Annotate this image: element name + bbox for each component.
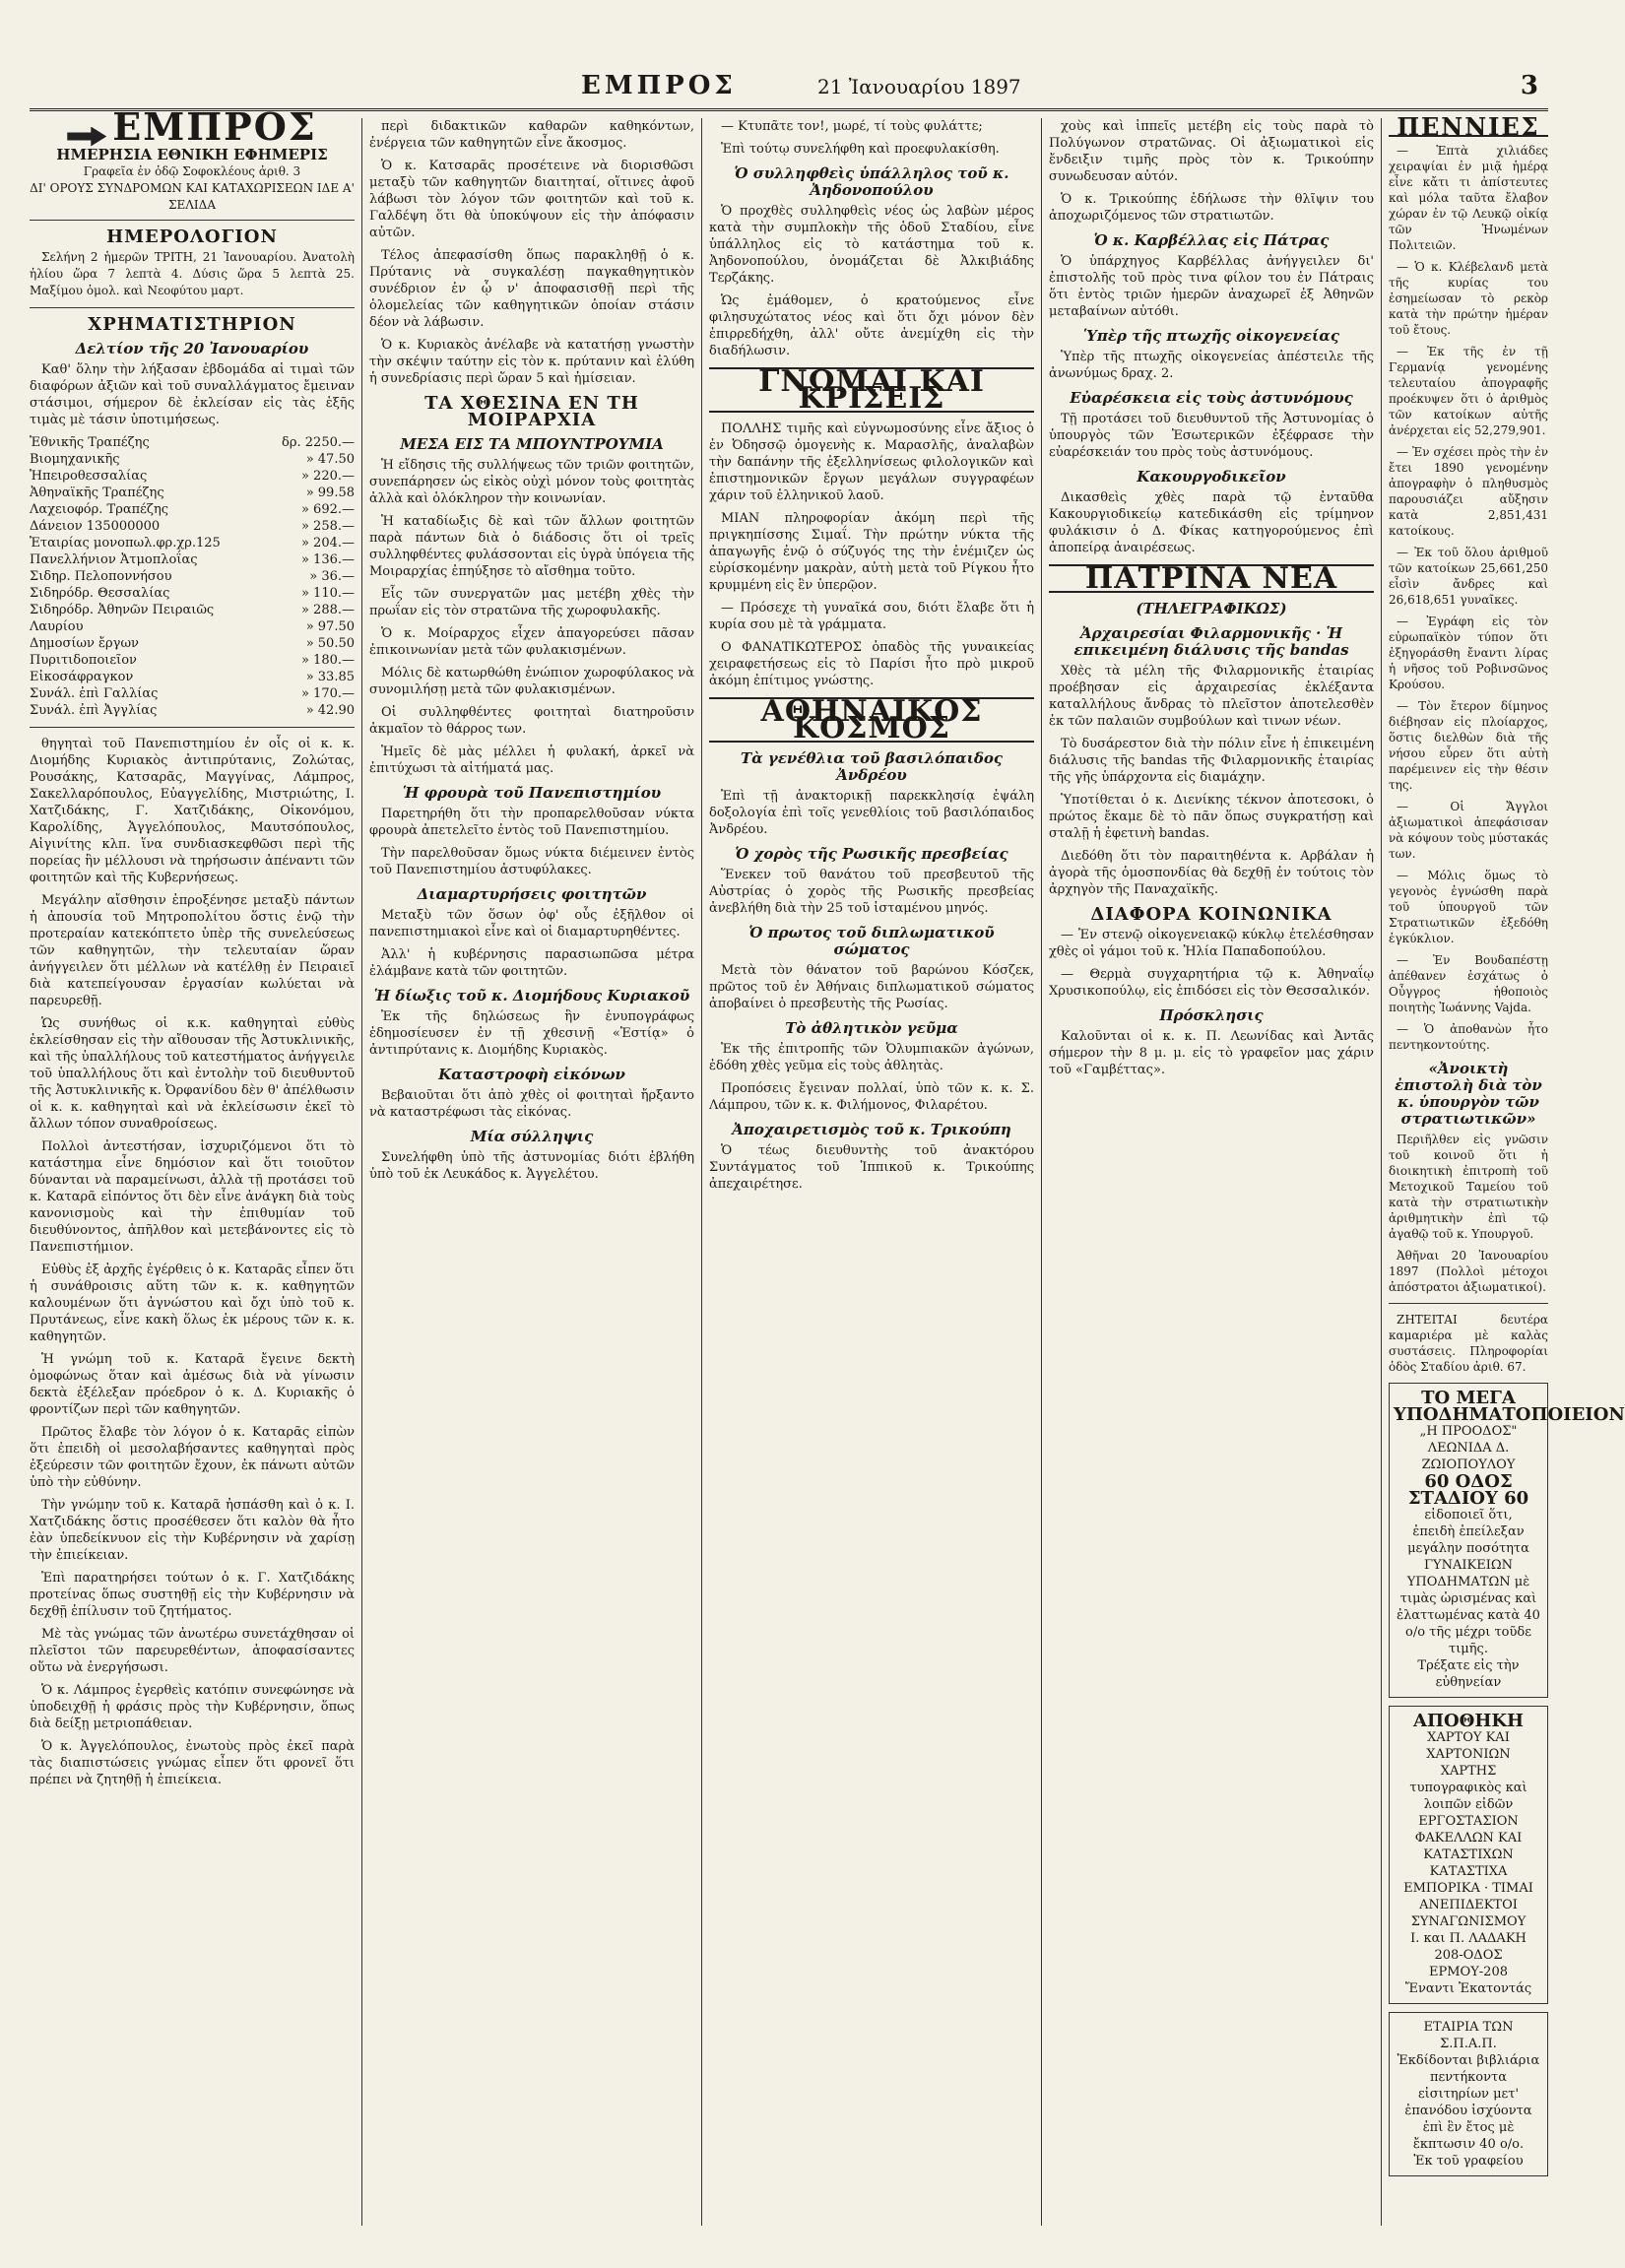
price-row <box>30 551 355 568</box>
article-paragraph: Τὸ δυσάρεστον διὰ τὴν πόλιν εἶνε ἡ ἐπικειμένη διάλυσις τῆς bandas τῆς Φιλαρμονικῆς ἑταιρίας τῆς γῆς ὑπάρχοντα εἰς διαμάχην. <box>1049 737 1374 785</box>
article-paragraph: — Ἐν σχέσει πρὸς τὴν ἐν ἔτει 1890 γενομένην ἀπογραφὴν ὁ πληθυσμὸς παρουσιάζει αὔξησιν κατὰ 2,851,431 κατοίκους. <box>1389 445 1548 538</box>
railway-ad <box>1389 2012 1548 2176</box>
exchange-subheading: Δελτίον τῆς 20 Ἰανουαρίου <box>75 339 309 357</box>
ad3-line2: Ἐκδίδονται βιβλιάρια πεντήκοντα εἰσιτηρίων μετ' ἐπανόδου ἰσχύοντα ἐπὶ ἓν ἔτος μὲ ἔκπτωσιν 40 ο/ο. <box>1397 2053 1540 2152</box>
price-value: » 288.— <box>300 602 355 617</box>
kyriakos-prosecution-heading: Ἡ δίωξις τοῦ κ. Διομήδους Κυριακοῦ <box>373 987 690 1004</box>
article-paragraph: Χθὲς τὰ μέλη τῆς Φιλαρμονικῆς ἑταιρίας προέβησαν εἰς ἀρχαιρεσίας ἐκλέξαντα καταλλήλους ἄνδρας τὸ πλεῖστον ἀποτελεσθὲν ἐκ τῶν παλαιῶν συμβούλων καὶ τινων νέων. <box>1049 664 1374 729</box>
university-guard-heading: Ἡ φρουρὰ τοῦ Πανεπιστημίου <box>402 784 662 802</box>
article-paragraph: Ὁ κ. Τρικούπης ἐδήλωσε τὴν θλῖψιν του ἀποχωριζόμενος τῶν στρατιωτῶν. <box>1049 192 1374 224</box>
invitation-heading: Πρόσκλησις <box>1159 1006 1264 1024</box>
article-paragraph: Ὁ τέως διευθυντὴς τοῦ ἀνακτόρου Συντάγματος τοῦ Ἱππικοῦ κ. Τρικούπης ἀπεχαιρέτησε. <box>709 1143 1034 1192</box>
ad1-line6: εἰδοποιεῖ ὅτι, <box>1424 1508 1513 1523</box>
ad1-line3: „Η ΠΡΟΟΔΟΣ" <box>1419 1424 1518 1439</box>
arrested-employee-heading: Ὁ συλληφθεὶς ὑπάλληλος τοῦ κ. Ἀηδονοπούλου <box>734 164 1009 199</box>
column-2 <box>369 118 694 2226</box>
ad2-line7: Ι. και Π. ΛΑΔΑΚΗ <box>1410 1931 1527 1946</box>
opinions-heading: ΓΝΩΜΑΙ ΚΑΙ ΚΡΙΣΕΙΣ <box>709 367 1034 413</box>
ad1-line4: ΛΕΩΝΙΔΑ Δ. ΖΩΙΟΠΟΥΛΟΥ <box>1421 1441 1516 1472</box>
price-row <box>30 468 355 485</box>
article-paragraph: Τὴν γνώμην τοῦ κ. Καταρᾶ ἠσπάσθη καὶ ὁ κ. Ι. Χατζιδάκης ὅστις προσέθεσεν ὅτι καλὸν θὰ ἦτο ἐὰν ὑπεδείκνυον εἰς τὴν Κυβέρνησιν νὰ χαρίσῃ τὴν ἐπιείκειαν. <box>30 1497 355 1563</box>
price-row <box>30 485 355 501</box>
open-letter-body: Περιῆλθεν εἰς γνῶσιν τοῦ κοινοῦ ὅτι ἡ διοικητικὴ ἐπιτροπὴ τοῦ Μετοχικοῦ Ταμείου τοῦ κατὰ τὴν στρατιωτικὴν ἀριθμητικὴν ἐπὶ τῷ ἀγαθῷ τοῦ κ. Υπουργοῦ. <box>1389 1133 1548 1241</box>
social-news-heading: ΔΙΑΦΟΡΑ ΚΟΙΝΩΝΙΚΑ <box>1090 904 1332 925</box>
trikoupis-farewell-heading: Ἀποχαιρετισμὸς τοῦ κ. Τρικούπη <box>732 1121 1011 1138</box>
article-paragraph: Εἷς τῶν συνεργατῶν μας μετέβη χθὲς τὴν πρωΐαν εἰς τὸν στρατῶνα τῆς χωροφυλακῆς. <box>369 587 694 618</box>
article-paragraph: Ο ΦΑΝΑΤΙΚΩΤΕΡΟΣ ὀπαδὸς τῆς γυναικείας χειραφετήσεως εἰς τὸ Παρίσι ἦτο πρὸ μικροῦ ἀκόμη ἐπίτιμος γνώστης. <box>709 640 1034 688</box>
ad2-line9: Ἔναντι Ἐκατοντάς <box>1404 1981 1532 1996</box>
column-3 <box>709 118 1034 2226</box>
price-name: Λαχειοφόρ. Τραπέζης <box>30 501 169 517</box>
price-value: » 50.50 <box>305 635 355 651</box>
ad1-line5: 60 ΟΔΟΣ ΣΤΑΔΙΟΥ 60 <box>1407 1471 1529 1509</box>
article-paragraph: Μετὰ τὸν θάνατον τοῦ βαρώνου Κόσζεκ, πρῶτος τοῦ ἐν Ἀθήναις διπλωματικοῦ σώματος ἀποβαίνει ὁ πρεσβευτὴς τῆς Ρωσίας. <box>709 963 1034 1011</box>
newspaper-page <box>30 69 1625 2226</box>
price-name: Ἠπειροθεσσαλίας <box>30 468 148 484</box>
price-value: δρ. 2250.— <box>282 434 355 450</box>
article-paragraph: Ἕνεκεν τοῦ θανάτου τοῦ πρεσβευτοῦ τῆς Αὐστρίας ὁ χορὸς τῆς Ρωσικῆς πρεσβείας ἀνεβλήθη διὰ τὴν 25 τοῦ ἰσταμένου μηνός. <box>709 868 1034 916</box>
article-paragraph: — Ἐν Βουδαπέστῃ ἀπέθανεν ἐσχάτως ὁ Οὖγγρος ἡθοποιὸς ποιητὴς Ἰωάννης Vajda. <box>1389 953 1548 1014</box>
price-row <box>30 518 355 535</box>
paper-store-ad <box>1389 1706 1548 2004</box>
diplomatic-corps-heading: Ὁ πρωτος τοῦ διπλωματικοῦ σώματος <box>748 924 995 958</box>
article-paragraph: Διεδόθη ὅτι τὸν παραιτηθέντα κ. Αρβάλαν ἡ ἀγορὰ τῆς ὁμοσπονδίας θὰ δεχθῇ ἐν τούτοις τὸν ἀρχηγὸν τῆς Παναχαϊκῆς. <box>1049 849 1374 897</box>
price-value: » 47.50 <box>305 451 355 467</box>
article-paragraph: Ἡ εἴδησις τῆς συλλήψεως τῶν τριῶν φοιτητῶν, συνεπάρησεν ὡς εἰκὸς οὐχὶ μόνον τοὺς φοιτητὰς ἀλλὰ καὶ ὁλόκληρον τὴν κοινωνίαν. <box>369 458 694 506</box>
pennies-heading: ΠΕΝΝΙΕΣ <box>1389 118 1548 137</box>
newspaper-subtitle: ΗΜΕΡΗΣΙΑ ΕΘΝΙΚΗ ΕΦΗΜΕΡΙΣ <box>56 145 328 163</box>
price-row <box>30 652 355 669</box>
price-row <box>30 568 355 585</box>
price-table <box>30 434 355 719</box>
calendar-text: Σελήνη 2 ἡμερῶν ΤΡΙΤΗ, 21 Ἰανουαρίου. Ἀνατολὴ ἡλίου ὥρα 7 λεπτὰ 4. Δύσις ὥρα 5 λεπτὰ 25. Μαξίμου ὁμολ. καὶ Νεοφύτου μαρτ. <box>30 249 355 297</box>
article-paragraph: Μόλις δὲ κατωρθώθη ἐνώπιον χωροφύλακος νὰ συνομιλήσῃ μετὰ τῶν φυλακισμένων. <box>369 666 694 697</box>
ad1-line8: Τρέξατε εἰς τὴν εὐθηνείαν <box>1417 1658 1520 1690</box>
article-paragraph: θηγηταὶ τοῦ Πανεπιστημίου ἐν οἷς οἱ κ. κ. Διομήδης Κυριακὸς ἀντιπρύτανις, Ζολώτας, Ρουσάκης, Κατσαρᾶς, Μαγγίνας, Λάμπρος, Σακελλαρόπουλος, Εὐαγγελίδης, Μιστριώτης, Ι. Χατζιδάκης, Γ. Χατζιδάκης, Οἰκονόμου, Καρολίδης, Ἀγγελόπουλος, Μαυτσόπουλος, Αἰγινίτης κλπ. ἵνα συνδιασκεφθῶσι περὶ τῆς πορείας ἣν μέλλουσι νὰ τηρήσωσιν ἀπέναντι τῶν φοιτητῶν καὶ τῆς Κυβερνήσεως. <box>30 736 355 885</box>
article-paragraph: Ὁ κ. Μοίραρχος εἶχεν ἀπαγορεύσει πᾶσαν ἐπικοινωνίαν μετὰ τῶν φυλακισμένων. <box>369 626 694 658</box>
price-value: » 180.— <box>300 652 355 668</box>
article-paragraph: Ὁ κ. Κυριακὸς ἀνέλαβε νὰ κατατήσῃ γνωστὴν τὴν σκέψιν ταύτην εἰς τὸν κ. πρύτανιν καὶ ἐλύθη ἡ συνεδρίασις περὶ ὥραν 5 καὶ ἡμίσειαν. <box>369 338 694 386</box>
price-value: » 258.— <box>300 518 355 534</box>
ad1-line1: ΤΟ ΜΕΓΑ <box>1421 1388 1516 1408</box>
price-row <box>30 434 355 451</box>
price-value: » 220.— <box>300 468 355 484</box>
article-paragraph: Τὴν παρελθοῦσαν ὅμως νύκτα διέμεινεν ἐντὸς τοῦ Πανεπιστημίου ἀστυφύλακες. <box>369 846 694 877</box>
price-name: Δάνειον 135000000 <box>30 518 161 534</box>
article-paragraph: Εὐθὺς ἐξ ἀρχῆς ἐγέρθεις ὁ κ. Καταρᾶς εἶπεν ὅτι ἡ συνάθροισις αὕτη τῶν κ. κ. καθηγητῶν καλουμένων ὅτι ἀγνώστου καὶ ὄχι ὑπὸ τοῦ κ. Πρυτάνεως, εἶνε κακὴ ὅλως ἐκ μέρους τῶν κ. κ. καθηγητῶν. <box>30 1262 355 1344</box>
price-name: Πανελλήνιον Ἀτμοπλοΐας <box>30 551 198 567</box>
page-number: 3 <box>1520 71 1538 100</box>
price-name: Δημοσίων ἔργων <box>30 635 139 651</box>
price-row <box>30 618 355 635</box>
article-paragraph: Ἐκ τῆς δηλώσεως ἣν ἐνυπογράφως ἐδημοσίευσεν ἐν τῇ χθεσινῇ «Ἑστίᾳ» ὁ ἀντιπρύτανις κ. Διομήδης Κυριακὸς. <box>369 1009 694 1058</box>
poor-family-heading: Ὑπὲρ τῆς πτωχῆς οἰκογενείας <box>1083 327 1339 345</box>
price-row <box>30 685 355 702</box>
article-paragraph: — Τὸν ἔτερον δίμηνος διέβησαν εἰς πλοίαρχος, ὅστις διελθὼν διὰ τῆς νήσου εὗρεν ὅτι αὐτὴ παρέμεινεν εἰς τὴν θέσιν της. <box>1389 699 1548 792</box>
article-paragraph: Ὁ κ. Ἀγγελόπουλος, ἐνωτοὺς πρὸς ἐκεῖ παρὰ τὰς διαπιστώσεις γνώμας εἶπεν ὅτι φρονεῖ ὅτι πρέπει νὰ ζητηθῇ ἡ ἐπιείκεια. <box>30 1738 355 1787</box>
price-value: » 97.50 <box>305 618 355 634</box>
shoe-store-ad <box>1389 1383 1625 1698</box>
karvellas-heading: Ὁ κ. Καρβέλλας εἰς Πάτρας <box>1093 231 1330 249</box>
article-paragraph: ΜΙΑΝ πληροφορίαν ἀκόμη περὶ τῆς πριγκηπίσσης Σιμαΐ. Τὴν πρώτην νύκτα τῆς ἀπαγωγῆς ἐνῷ ὁ σύζυγός της τὴν ἐνέμιζεν ὡς εὑρίσκομένην μακρὰν, αὐτὴ μετὰ τοῦ Ρίγκου ἦτο κρυμμένη εἰς ἓν ὑπερῷον. <box>709 511 1034 593</box>
open-letter-signature: Ἀθῆναι 20 Ἰανουαρίου 1897 (Πολλοὶ μέτοχοι ἀπόστρατοι ἀξιωματικοί). <box>1389 1249 1548 1294</box>
police-commendation-heading: Εὐαρέσκεια εἰς τοὺς ἀστυνόμους <box>1070 389 1353 407</box>
patras-news-heading: ΠΑΤΡΙΝΑ ΝΕΑ <box>1049 564 1374 593</box>
article-paragraph: — Ὁ κ. Κλέβελανδ μετὰ τῆς κυρίας του ἐσημείωσαν τὸ ρεκὸρ κατὰ τὴν πρώτην ἡμέραν τοῦ ἔτους. <box>1389 260 1548 337</box>
price-value: » 42.90 <box>305 702 355 718</box>
ad2-line5: ΦΑΚΕΛΛΩΝ ΚΑΙ ΚΑΤΑΣΤΙΧΩΝ <box>1414 1831 1523 1862</box>
student-protests-heading: Διαμαρτυρήσεις φοιτητῶν <box>417 885 647 903</box>
price-row <box>30 535 355 551</box>
column-1-body <box>30 736 355 1788</box>
ad3-line1: ΕΤΑΙΡΙΑ ΤΩΝ Σ.Π.Α.Π. <box>1423 2020 1514 2051</box>
article-paragraph: — Ἐγράφη εἰς τὸν εὐρωπαϊκὸν τύπον ὅτι ἐξηγοράσθη ἔναντι λίρας ἡ νῆσος τοῦ Ροβινσῶνος Κρούσου. <box>1389 615 1548 691</box>
article-paragraph: — Ὁ ἀποθανὼν ἦτο πεντηκοντούτης. <box>1389 1022 1548 1052</box>
athletic-dinner-heading: Τὸ ἀθλητικὸν γεῦμα <box>785 1019 958 1037</box>
price-name: Ἑταιρίας μονοπωλ.φρ.χρ.125 <box>30 535 221 551</box>
column-5 <box>1389 112 1625 2226</box>
article-paragraph: Δικασθεὶς χθὲς παρὰ τῷ ἐνταῦθα Κακουργιοδικείῳ κατεδικάσθη εἰς τρίμηνον φυλάκισιν ὁ Δ. Φίκας κατηγορούμενος ἐπὶ ἀποπείρᾳ ἀναιρέσεως. <box>1049 490 1374 555</box>
article-paragraph: Ἡ καταδίωξις δὲ καὶ τῶν ἄλλων φοιτητῶν παρὰ πάντων διὰ ὁ διάδοσις ὅτι οἱ τρεῖς συλληφθέντες φυλάσσονται εἰς ὑγρὰ ὑπόγεια τῆς Μοιραρχίας ἐπηύξησε τὸ αἴσθημα τοῦτο. <box>369 514 694 579</box>
price-value: » 99.58 <box>305 485 355 500</box>
article-paragraph: — Πρόσεχε τὴ γυναῖκά σου, διότι ἔλαβε ὅτι ἡ κυρία σου μὲ τὰ γράμματα. <box>709 601 1034 632</box>
subscription-terms: ΔΙ' ΟΡΟΥΣ ΣΥΝΔΡΟΜΩΝ ΚΑΙ ΚΑΤΑΧΩΡΙΣΕΩΝ ΙΔΕ Α' ΣΕΛΙΔΑ <box>30 180 355 212</box>
ad2-line6: ΚΑΤΑΣΤΙΧΑ ΕΜΠΟΡΙΚΑ · ΤΙΜΑΙ ΑΝΕΠΙΔΕΚΤΟΙ ΣΥΝΑΓΩΝΙΣΜΟΥ <box>1403 1864 1533 1929</box>
price-row <box>30 702 355 719</box>
price-row <box>30 669 355 685</box>
newspaper-logo: ΕΜΠΡΟΣ <box>112 104 317 149</box>
price-value: » 110.— <box>300 585 355 601</box>
article-paragraph: — Ἑπτὰ χιλιάδες χειραψίαι ἐν μιᾷ ἡμέρᾳ εἶνε κἄτι τι ἀπίστευτες καὶ μόλα ταῦτα ἔλαβον χώραν ἐν τῷ Λευκῷ οἰκίᾳ τῶν Ἡνωμένων Πολιτειῶν. <box>1389 144 1548 252</box>
price-name: Σιδηρ. Πελοποννήσου <box>30 568 172 584</box>
criminal-court-heading: Κακουργοδικεῖον <box>1137 468 1286 486</box>
price-row <box>30 501 355 518</box>
price-name: Σιδηρόδρ. Ἀθηνῶν Πειραιῶς <box>30 602 215 617</box>
price-name: Σιδηρόδρ. Θεσσαλίας <box>30 585 170 601</box>
article-paragraph: Ἐπὶ παρατηρήσει τούτων ὁ κ. Γ. Χατζιδάκης προτείνας ὅπως συστηθῇ εἰς τὴν Κυβέρνησιν νὰ δεχθῇ ἐπίλυσιν τοῦ ζητήματος. <box>30 1570 355 1619</box>
article-paragraph: Μεγάλην αἴσθησιν ἐπροξένησε μεταξὺ πάντων ἡ ἀπουσία τοῦ Μητροπολίτου ὅστις ἐνῷ τὴν προτεραίαν κατεκόπτετο ὑπὲρ τῆς συνελεύσεως τῶν καθηγητῶν, τὴν τελευταίαν ὥραν ἀνήγγειλεν ὅτι μέλλων νὰ κατέλθῃ ἐν Πειραιεῖ διὰ κατεπείγουσαν ἐργασίαν κωλύεται νὰ παρευρεθῇ. <box>30 892 355 1008</box>
article-paragraph: Συνελήφθη ὑπὸ τῆς ἀστυνομίας διότι ἐβλήθη ὑπὸ τοῦ ἐκ Λευκάδος κ. Ἀγγελέτου. <box>369 1150 694 1182</box>
article-paragraph: Μὲ τὰς γνώμας τῶν ἀνωτέρω συνετάχθησαν οἱ πλεῖστοι τῶν παρευρεθέντων, ἀποφασίσαντες οὕτω νὰ ἐνεργήσωσι. <box>30 1626 355 1675</box>
price-row <box>30 635 355 652</box>
article-paragraph: Ὁ κ. Λάμπρος ἐγερθεὶς κατόπιν συνεφώνησε νὰ ὑποδειχθῇ ἡ φράσις πρὸς τὴν Κυβέρνησιν, ὅπως διὰ δείξῃ μετριοπάθειαν. <box>30 1682 355 1731</box>
article-paragraph: Τῇ προτάσει τοῦ διευθυντοῦ τῆς Ἀστυνομίας ὁ ὑπουργὸς τῶν Ἐσωτερικῶν ἐξέφρασε τὴν εὐαρέσκειάν του πρὸς τοὺς ἀστυνόμους. <box>1049 412 1374 460</box>
calendar-heading: ΗΜΕΡΟΛΟΓΙΟΝ <box>106 226 278 247</box>
article-paragraph: χοὺς καὶ ἱππεῖς μετέβη εἰς τοὺς παρὰ τὸ Πολύγωνον στρατῶνας. Οἱ ἀξιωματικοὶ εἰς ἔνδειξιν τιμῆς πρὸς τὸν κ. Τρικούπην συνωδευσαν αὐτόν. <box>1049 119 1374 184</box>
pointing-hand-icon <box>67 127 106 147</box>
image-destruction-heading: Καταστροφὴ εἰκόνων <box>438 1066 625 1083</box>
price-name: Ἀθηναϊκῆς Τραπέζης <box>30 485 164 500</box>
article-paragraph: Προπόσεις ἔγειναν πολλαί, ὑπὸ τῶν κ. κ. Σ. Λάμπρου, τῶν κ. κ. Φιλήμονος, Φιλαρέτου. <box>709 1081 1034 1113</box>
telegraphic-label: (ΤΗΛΕΓΡΑΦΙΚΩΣ) <box>1136 600 1287 617</box>
price-name: Λαυρίου <box>30 618 84 634</box>
prince-birthday-heading: Τὰ γενέθλια τοῦ βασιλόπαιδος Ἀνδρέου <box>740 749 1003 784</box>
ad2-line4: ΕΡΓΟΣΤΑΣΙΟΝ <box>1418 1814 1519 1829</box>
arrest-heading: Μία σύλληψις <box>470 1128 594 1145</box>
ad2-line3: ΧΑΡΤΗΣ τυπογραφικὸς καὶ λοιπῶν εἰδῶν <box>1409 1764 1528 1812</box>
price-name: Ἐθνικῆς Τραπέζης <box>30 434 150 450</box>
article-paragraph: — Οἱ Ἄγγλοι ἀξιωματικοὶ ἀπεφάσισαν νὰ κόψουν τοὺς μύστακάς των. <box>1389 800 1548 861</box>
price-value: » 33.85 <box>305 669 355 684</box>
article-paragraph: Ἐπὶ τούτῳ συνελήφθη καὶ προεφυλακίσθη. <box>721 142 1000 157</box>
price-name: Εἰκοσάφραγκον <box>30 669 134 684</box>
price-value: » 136.— <box>300 551 355 567</box>
article-paragraph: Ὁ κ. Κατσαρᾶς προσέτεινε νὰ διορισθῶσι μεταξὺ τῶν καθηγητῶν διαιτηταί, οἵτινες ἀφοῦ λάβωσι τὸν λόγον τῶν φοιτητῶν καὶ τοῦ κ. Γαλδέψη ὅτι θὰ ὑποκύψουν εἰς τὴν ἀπόφασιν αὐτῶν. <box>369 159 694 240</box>
article-paragraph: Τέλος ἀπεφασίσθη ὅπως παρακληθῇ ὁ κ. Πρύτανις νὰ συγκαλέσῃ παγκαθηγητικὸν συνέδριον ἐν ᾧ ν' ἀποφασισθῇ περὶ τῆς ὁλομελείας τῶν καθηγητικῶν ὁποίαν στάσιν δέον νὰ λάβωσιν. <box>369 248 694 330</box>
price-row <box>30 451 355 468</box>
ad2-line8: 208-ΟΔΟΣ ΕΡΜΟΥ-208 <box>1429 1948 1508 1979</box>
price-name: Συνάλ. ἐπὶ Ἀγγλίας <box>30 702 158 718</box>
article-paragraph: Ἐκ τῆς ἐπιτροπῆς τῶν Ὀλυμπιακῶν ἀγώνων, ἐδόθη χθὲς γεῦμα εἰς τοὺς ἀθλητὰς. <box>709 1042 1034 1073</box>
article-paragraph: Ὡς συνήθως οἱ κ.κ. καθηγηταὶ εὐθὺς ἐκλείσθησαν εἰς τὴν αἴθουσαν τῆς Ἀστυκλινικῆς, καὶ τῆς ὑπαλλήλους τοῦ κατεστήματος ἀνήγγειλε τοῦ ὑπαλλήλους ὅτι καὶ ἐντολὴν τοῦ διευθυντοῦ τῆς Ἀστυκλινικῆς κ. Ὀρφανίδου δὲν θ' ἀπέλθωσιν οἱ κ. κ. καθηγηταὶ καὶ νὰ ἐκλείσωσιν ἐκεῖ τὸ ἄλλων τόπον συναθροίσεως. <box>30 1015 355 1132</box>
wanted-notice: ΖΗΤΕΙΤΑΙ δευτέρα καμαριέρα μὲ καλὰς συστάσεις. Πληροφορίαι ὁδὸς Σταδίου ἀριθ. 67. <box>1389 1313 1548 1374</box>
moirarchia-heading: ΤΑ ΧΘΕΣΙΝΑ ΕΝ ΤΗ ΜΟΙΡΑΡΧΙΑ <box>424 393 639 430</box>
article-paragraph: Ἐπὶ τῇ ἀνακτορικῇ παρεκκλησίᾳ ἐψάλη δοξολογία ἐπὶ τοῖς γενεθλίοις τοῦ βασιλόπαιδος Ἀνδρέου. <box>709 789 1034 837</box>
article-paragraph: Ὑπὲρ τῆς πτωχῆς οἰκογενείας ἀπέστειλε τῆς ἀνωνύμως δραχ. 2. <box>1049 350 1374 381</box>
price-name: Βιομηχανικῆς <box>30 451 120 467</box>
article-paragraph: Βεβαιοῦται ὅτι ἀπὸ χθὲς οἱ φοιτηταὶ ἤρξαντο νὰ καταστρέφωσι τὰς εἰκόνας. <box>369 1088 694 1120</box>
article-paragraph: Ὡς ἐμάθομεν, ὁ κρατούμενος εἶνε φιλησυχώτατος νέος καὶ ὅτι ὄχι μόνον δὲν ἐπιρρεδήχθη, ἀλλ' οὔτε ἀνεμίχθη εἰς τὴν διαδήλωσιν. <box>709 293 1034 358</box>
price-value: » 170.— <box>300 685 355 701</box>
ad2-line1: ΑΠΟΘΗΚΗ <box>1413 1711 1524 1731</box>
ad1-line2: ΥΠΟΔΗΜΑΤΟΠΟΙΕΙΟΝ <box>1394 1404 1625 1425</box>
price-value: » 692.— <box>300 501 355 517</box>
athens-society-heading: ΑΘΗΝΑΙΚΟΣ ΚΟΣΜΟΣ <box>709 697 1034 743</box>
moirarchia-subheading: ΜΕΣΑ ΕΙΣ ΤΑ ΜΠΟΥΝΤΡΟΥΜΙΑ <box>400 435 664 453</box>
article-paragraph: — Θερμὰ συγχαρητήρια τῷ κ. Ἀθηναΐῳ Χρυσικοπούλῳ, εἰς ἐπιδόσει εἰς τὸν Θεσσαλικόν. <box>1049 967 1374 999</box>
article-paragraph: Πολλοὶ ἀντεστήσαν, ἰσχυριζόμενοι ὅτι τὸ κατάστημα εἶνε δημόσιον καὶ ὅτι τοιοῦτον δύνανται νὰ παραμείνωσι, ἀλλὰ τῇ προτάσει τοῦ κ. Καταρᾶ εἰπόντος ὅτι δὲν εἶνε ἀνάγκη διὰ τοὺς κανονισμοὺς καὶ τὴν ἐπιθυμίαν τοῦ διευθύνοντος, ἀπῆλθον καὶ μετεβάνοντες εἰς τὸ Πανεπιστήμιον. <box>30 1138 355 1255</box>
article-paragraph: — Ἐν στενῷ οἰκογενειακῷ κύκλῳ ἐτελέσθησαν χθὲς οἱ γάμοι τοῦ κ. Ἠλία Παπαδοπούλου. <box>1049 928 1374 959</box>
article-paragraph: — Μόλις ὅμως τὸ γεγονὸς ἐγνώσθη παρὰ τοῦ ὑπουργοῦ τῶν Στρατιωτικῶν ἐξεδόθη ἐγκύκλιον. <box>1389 869 1548 945</box>
article-paragraph: Ἀλλ' ἡ κυβέρνησις παρασιωπῶσα μέτρα ἐλάμβανε κατὰ τῶν φοιτητῶν. <box>369 947 694 979</box>
article-paragraph: ΠΟΛΛΗΣ τιμῆς καὶ εὐγνωμοσύνης εἶνε ἄξιος ὁ ἐν Ὀδησσῷ ὁμογενὴς κ. Μαρασλῆς, ἀναλαβὼν τὴν δαπάνην τῆς ἐξελληνίσεως φιλολογικῶν καὶ ἐπιστημονικῶν ἔργων μεγάλων συγγραφέων χάριν τοῦ ἑλληνικοῦ λαοῦ. <box>709 421 1034 503</box>
exchange-intro: Καθ' ὅλην τὴν λήξασαν ἑβδομάδα αἱ τιμαὶ τῶν διαφόρων ἀξιῶν καὶ τοῦ συναλλάγματος ἔμειναν στάσιμοι, σήμερον δὲ ἐκλείσαν εἰς τὰς ἑξῆς τιμὰς μὲ τάσιν ὑποτιμήσεως. <box>30 361 355 427</box>
ad1-line7: ἐπειδὴ ἐπείλεξαν μεγάλην ποσότητα ΓΥΝΑΙΚΕΙΩΝ ΥΠΟΔΗΜΑΤΩΝ μὲ τιμὰς ὡρισμένας καὶ ἐλαττωμένας κατὰ 40 ο/ο τῆς μέχρι τοῦδε τιμῆς. <box>1397 1524 1540 1656</box>
masthead-title: ΕΜΠΡΟΣ <box>581 71 737 100</box>
newspaper-header <box>30 104 355 221</box>
price-row <box>30 585 355 602</box>
masthead-date: 21 Ἰανουαρίου 1897 <box>817 75 1021 98</box>
article-paragraph: περὶ διδακτικῶν καθαρῶν καθηκόντων, ἐνέργεια τῶν καθηγητῶν εἶνε ἄκοσμος. <box>369 119 694 151</box>
ad3-line3: Ἐκ τοῦ γραφείου <box>1413 2154 1524 2169</box>
article-paragraph: — Ἐκ τοῦ ὅλου ἀριθμοῦ τῶν κατοίκων 25,661,250 εἶσὶν ἄνδρες καὶ 26,618,651 γυναῖκες. <box>1389 546 1548 607</box>
column-1 <box>30 104 355 2226</box>
article-paragraph: Μεταξὺ τῶν ὅσων ὀφ' οὗς ἐξῆλθον οἱ πανεπιστημιακοὶ εἶνε καὶ οἱ διαμαρτυρηθέντες. <box>369 908 694 940</box>
office-address: Γραφεῖα ἐν ὁδῷ Σοφοκλέους ἀριθ. 3 <box>83 163 301 178</box>
article-paragraph: — Ἐκ τῆς ἐν τῇ Γερμανίᾳ γενομένης τελευταίου ἀπογραφῆς προέκυψεν ὅτι ὁ ἀριθμὸς τῶν κατοίκων αὐτῆς ἀνέρχεται εἰς 52,279,901. <box>1389 345 1548 437</box>
price-name: Συνάλ. ἐπὶ Γαλλίας <box>30 685 159 701</box>
philharmonic-heading: Ἀρχαιρεσίαι Φιλαρμονικῆς · Ἡ επικειμένη διάλυσις τῆς bandas <box>1073 624 1349 659</box>
article-paragraph: Ἡμεῖς δὲ μὰς μέλλει ἡ φυλακή, ἀρκεῖ νὰ ἐπιτύχωσι τὰ αἰτήματά μας. <box>369 745 694 776</box>
price-name: Πυριτιδοποιεῖον <box>30 652 137 668</box>
article-paragraph: Πρῶτος ἔλαβε τὸν λόγον ὁ κ. Καταρᾶς εἰπὼν ὅτι ἐπειδὴ οἱ μεσολαβήσαντες καθηγηταὶ πρὸς ἐξεύρεσιν τῶν φοιτητῶν ἔχουν, ἐκ πάνωτι αὐτῶν ὑπὸ τὴν εὐθύνην. <box>30 1424 355 1490</box>
price-value: » 36.— <box>309 568 355 584</box>
article-paragraph: — Κτυπᾶτε τον!, μωρέ, τί τοὺς φυλάττε; <box>721 119 983 134</box>
column-4 <box>1049 118 1374 2226</box>
price-row <box>30 602 355 618</box>
article-paragraph: Ὑποτίθεται ὁ κ. Διενίκης τέκνον ἀποτεσοκι, ὁ πρώτος ἔκαμε δὲ τὸ πᾶν ὅπως συγκρατήσῃ καὶ σταλῇ ἡ ἐφετινὴ bandas. <box>1049 793 1374 841</box>
article-paragraph: Ὁ προχθὲς συλληφθεὶς νέος ὡς λαβὼν μέρος κατὰ τὴν συμπλοκὴν τῆς ὁδοῦ Σταδίου, εἶνε ὑπάλληλος εἰς τὸ κατάστημα τοῦ κ. Ἀηδονοπούλου, ὀνομάζεται δὲ Ἀλκιβιάδης Τερζάκης. <box>709 204 1034 286</box>
article-paragraph: Ὁ ὑπάρχηγος Καρβέλλας ἀνήγγειλεν δι' ἐπιστολῆς τοῦ πρὸς τινα φίλον του ἐν Πάτραις ὅτι ἐντὸς τριῶν ἡμερῶν ἀναχωρεῖ ἐξ Ἀθηνῶν μεταβαίνων αὐτόθι. <box>1049 254 1374 319</box>
article-paragraph: Παρετηρήθη ὅτι τὴν προπαρελθοῦσαν νύκτα φρουρὰ ἀπετελεῖτο ἐντὸς τοῦ Πανεπιστημίου. <box>369 807 694 838</box>
russian-embassy-ball-heading: Ὁ χορὸς τῆς Ρωσικῆς πρεσβείας <box>735 845 1008 863</box>
price-value: » 204.— <box>300 535 355 551</box>
open-letter-heading: «Ἀνοικτὴ ἐπιστολὴ διὰ τὸν κ. ὑπουργὸν τῶν στρατιωτικῶν» <box>1395 1060 1542 1128</box>
exchange-heading: ΧΡΗΜΑΤΙΣΤΗΡΙΟΝ <box>88 313 296 335</box>
article-paragraph: Καλοῦνται οἱ κ. κ. Π. Λεωνίδας καὶ Ἀντᾶς σήμερον τὴν 8 μ. μ. εἰς τὸ γραφεῖον μας χάριν τοῦ «Γαμβέττας». <box>1049 1029 1374 1077</box>
article-paragraph: Ἡ γνώμη τοῦ κ. Καταρᾶ ἔγεινε δεκτὴ ὁμοφώνως ὅταν καὶ ἀμέσως διὰ νὰ γίνωσιν δεκτὰ ἐξέλεξαν πρόεδρον ὁ κ. Δ. Κυριακῆς ὁ φροντίζων περὶ τῶν καθηγητῶν. <box>30 1351 355 1417</box>
ad2-line2: ΧΑΡΤΟΥ ΚΑΙ ΧΑΡΤΟΝΙΩΝ <box>1426 1730 1511 1762</box>
article-paragraph: Οἱ συλληφθέντες φοιτηταὶ διατηροῦσιν ἀκμαῖον τὸ θάρρος των. <box>369 705 694 737</box>
